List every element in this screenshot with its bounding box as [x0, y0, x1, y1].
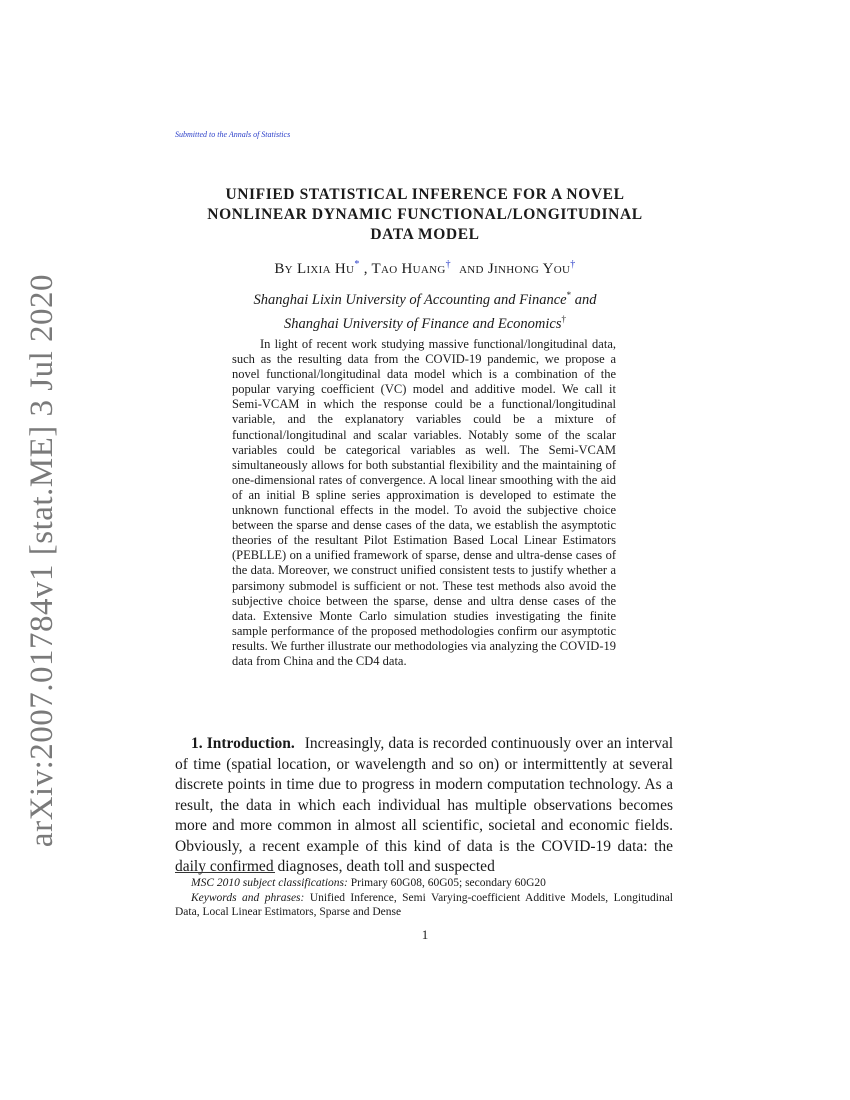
author-name: Jinhong You [487, 261, 571, 277]
title-line: UNIFIED STATISTICAL INFERENCE FOR A NOVEL [225, 186, 625, 203]
submitted-note[interactable]: Submitted to the Annals of Statistics [175, 130, 291, 139]
author-mark[interactable]: † [445, 259, 451, 270]
author-conjunction: and [459, 261, 484, 277]
section-heading: 1. Introduction. [191, 735, 295, 752]
affiliation-line [150, 310, 700, 334]
msc-text: Primary 60G08, 60G05; secondary 60G20 [350, 877, 546, 889]
affiliation-name: Shanghai Lixin University of Accounting and Finance [253, 291, 567, 308]
affiliation-mark: † [561, 313, 566, 324]
keywords-text: Unified Inference, Semi Varying-coefficient Additive Models, Longitudinal Data, Local Linear Estimators, Sparse and Dense [175, 891, 674, 918]
abstract: In light of recent work studying massive functional/longitudinal data, such as the resulting data from the COVID-19 pandemic, we propose a novel functional/longitudinal data model which is a combination of the popular varying coefficient (VC) model and additive model. We call it Semi-VCAM in which the response could be a functional/longitudinal variable, and the explanatory variables could be a mixture of functional/longitudinal and scalar variables. Notably some of the scalar variables could be categorical variables as well. The Semi-VCAM simultaneously allows for both substantial flexibility and the maintaining of one-dimensional rates of convergence. A local linear smoothing with the aid of an initial B spline series approximation is developed to estimate the unknown functional effects in the model. To avoid the subjective choice between the sparse and dense cases of the data, we establish the asymptotic theories of the resultant Pilot Estimation Based Local Linear Estimators (PEBLLE) on a unified framework of sparse, dense and ultra-dense cases of the data. Moreover, we construct unified consistent tests to justify whether a parsimony submodel is sufficient or not. These test methods also avoid the subjective choice between the sparse, dense and ultra dense cases of the data. Extensive Monte Carlo simulation studies investigating the finite sample performance of the proposed methodologies confirm our asymptotic results. We further illustrate our methodologies via analyzing the COVID-19 data from China and the CD4 data. [232, 337, 616, 668]
affiliation-conjunction: and [574, 291, 597, 308]
arxiv-identifier [15, 273, 71, 847]
author-mark[interactable]: † [570, 259, 576, 270]
keywords-label: Keywords and phrases: [191, 891, 305, 904]
msc-footnote [175, 876, 673, 891]
paper-title [160, 185, 690, 245]
affiliation-mark: * [566, 290, 572, 300]
page-number: 1 [421, 927, 429, 942]
by-prefix: By [274, 261, 293, 277]
author-name: Lixia Hu [297, 261, 355, 277]
author-mark[interactable]: * [354, 259, 360, 270]
affiliations [150, 286, 700, 334]
footnote-rule [175, 872, 275, 873]
title-line: NONLINEAR DYNAMIC FUNCTIONAL/LONGITUDINAL [207, 206, 643, 223]
affiliation-line [150, 286, 700, 310]
msc-label: MSC 2010 subject classifications: [191, 877, 348, 889]
author-name: Tao Huang [371, 261, 446, 277]
footnotes [175, 876, 673, 920]
keywords-footnote [175, 891, 673, 920]
author-list [150, 259, 700, 278]
introduction-text: Increasingly, data is recorded continuously over an interval of time (spatial location, or wavelength and so on) or intermittently at several discrete points in time due to progress in modern computation technology. As a result, the data in which each individual has multiple observations becomes more and more common in almost all scientific, societal and economic fields. Obviously, a recent example of this kind of data is the COVID-19 data: the daily confirmed diagnoses, death toll and suspected [175, 735, 674, 875]
title-line: DATA MODEL [370, 226, 480, 243]
author-separator: , [363, 261, 368, 277]
affiliation-name: Shanghai University of Finance and Economics [284, 315, 562, 332]
introduction-section [175, 734, 673, 878]
arxiv-identifier-text: arXiv:2007.01784v1 [stat.ME] 3 Jul 2020 [24, 273, 61, 847]
